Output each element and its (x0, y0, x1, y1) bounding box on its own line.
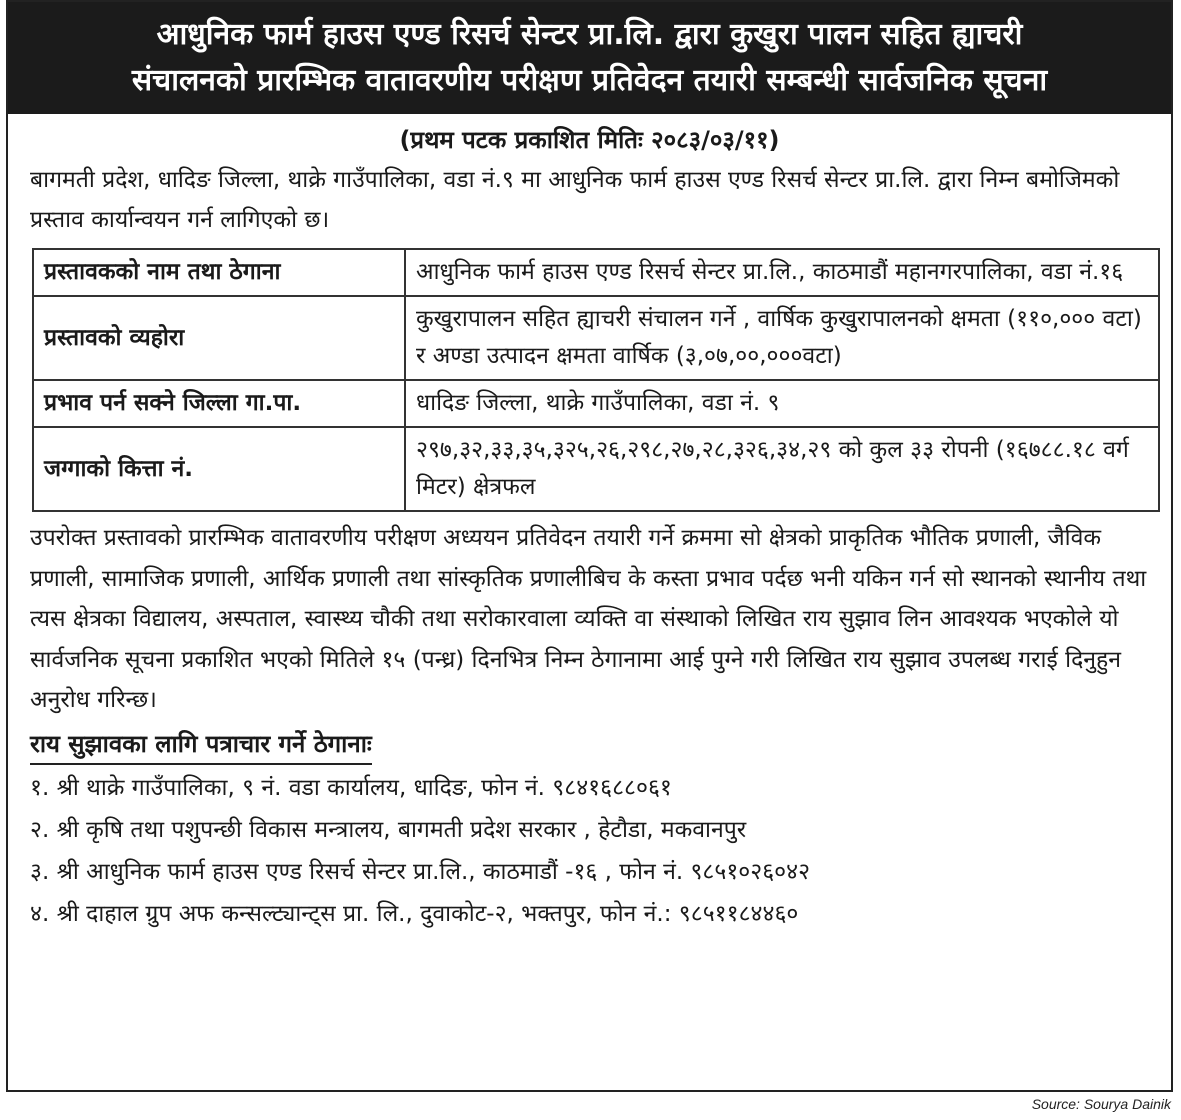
proposal-table (32, 248, 1160, 512)
list-item: ३. श्री आधुनिक फार्म हाउस एण्ड रिसर्च सेन्टर प्रा.लि., काठमाडौं -१६ , फोन नं. ९८५१०२६०४२ (30, 858, 811, 885)
table-row (33, 427, 1159, 511)
table-value: २९७,३२,३३,३५,३२५,२६,२९८,२७,२८,३२६,३४,२९ को कुल ३३ रोपनी (१६७८८.१८ वर्ग मिटर) क्षेत्रफल (405, 427, 1159, 511)
addresses-list (8, 767, 1171, 935)
table-key: प्रस्तावको व्यहोरा (33, 296, 405, 380)
table-row (33, 249, 1159, 296)
addresses-title: राय सुझावका लागि पत्राचार गर्ने ठेगानाः (30, 725, 372, 765)
table-value: धादिङ जिल्ला, थाक्रे गाउँपालिका, वडा नं. ९ (405, 380, 1159, 427)
list-item: १. श्री थाक्रे गाउँपालिका, ९ नं. वडा कार्यालय, धादिङ, फोन नं. ९८४१६८८०६१ (30, 774, 672, 801)
notice-frame (6, 0, 1173, 1092)
table-key: प्रभाव पर्न सक्ने जिल्ला गा.पा. (33, 380, 405, 427)
table-value: कुखुरापालन सहित ह्याचरी संचालन गर्ने , वार्षिक कुखुरापालनको क्षमता (११०,००० वटा) र अण्डा उत्पादन क्षमता वार्षिक (३,०७,००,०००वटा) (405, 296, 1159, 380)
list-item: २. श्री कृषि तथा पशुपन्छी विकास मन्त्रालय, बागमती प्रदेश सरकार , हेटौडा, मकवानपुर (30, 816, 747, 843)
table-key: प्रस्तावकको नाम तथा ठेगाना (33, 249, 405, 296)
table-row (33, 296, 1159, 380)
table-value: आधुनिक फार्म हाउस एण्ड रिसर्च सेन्टर प्रा.लि., काठमाडौं महानगरपालिका, वडा नं.१६ (405, 249, 1159, 296)
list-item: ४. श्री दाहाल ग्रुप अफ कन्सल्ट्यान्ट्स प्रा. लि., दुवाकोट-२, भक्तपुर, फोन नं.: ९८५११८४४६० (30, 900, 799, 927)
body-paragraph: उपरोक्त प्रस्तावको प्रारम्भिक वातावरणीय परीक्षण अध्ययन प्रतिवेदन तयारी गर्ने क्रममा सो क्षेत्रको प्राकृतिक भौतिक प्रणाली, जैविक प्रणाली, सामाजिक प्रणाली, आर्थिक प्रणाली तथा सांस्कृतिक प्रणालीबिच के कस्ता प्रभाव पर्दछ भनी यकिन गर्न सो स्थानको स्थानीय तथा त्यस क्षेत्रका विद्यालय, अस्पताल, स्वास्थ्य चौकी तथा सरोकारवाला व्यक्ति वा संस्थाको लिखित राय सुझाव लिन आवश्यक भएकोले यो सार्वजनिक सूचना प्रकाशित भएको मितिले १५ (पन्ध्र) दिनभित्र निम्न ठेगानामा आई पुग्ने गरी लिखित राय सुझाव उपलब्ध गराई दिनुहुन अनुरोध गरिन्छ। (30, 525, 1147, 713)
header-line-1: आधुनिक फार्म हाउस एण्ड रिसर्च सेन्टर प्रा.लि. द्वारा कुखुरा पालन सहित ह्याचरी (156, 17, 1023, 52)
publication-date: (प्रथम पटक प्रकाशित मितिः २०८३/०३/११) (399, 126, 780, 154)
notice-header (8, 2, 1171, 114)
table-row (33, 380, 1159, 427)
table-key: जग्गाको कित्ता नं. (33, 427, 405, 511)
intro-paragraph: बागमती प्रदेश, धादिङ जिल्ला, थाक्रे गाउँपालिका, वडा नं.९ मा आधुनिक फार्म हाउस एण्ड रिसर्च सेन्टर प्रा.लि. द्वारा निम्न बमोजिमको प्रस्ताव कार्यान्वयन गर्न लागिएको छ। (30, 167, 1120, 233)
source-credit: Source: Sourya Dainik (1031, 1096, 1171, 1112)
header-line-2: संचालनको प्रारम्भिक वातावरणीय परीक्षण प्रतिवेदन तयारी सम्बन्धी सार्वजनिक सूचना (131, 63, 1048, 98)
